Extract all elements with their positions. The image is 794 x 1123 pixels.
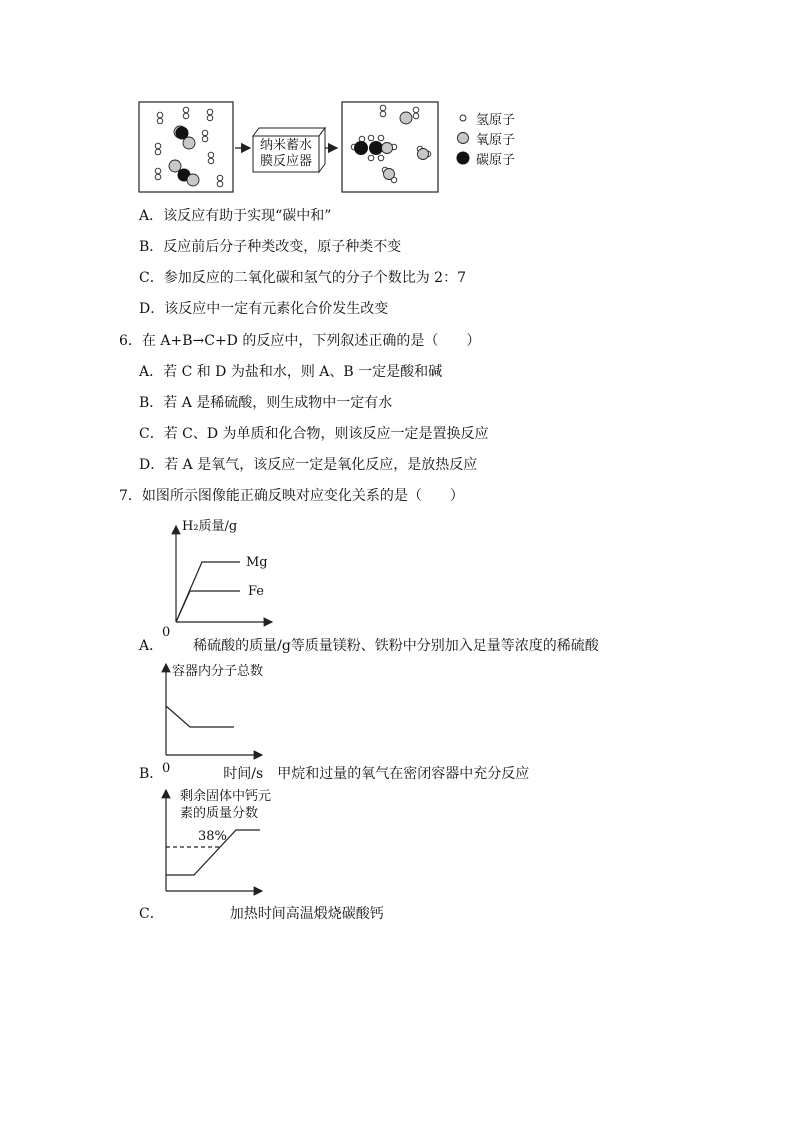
hydrogen-legend-icon (460, 115, 466, 121)
graph-a-ylabel: H₂质量/g (182, 519, 238, 534)
q5-option-b[interactable]: B．反应前后分子种类改变，原子种类不变 (139, 239, 402, 255)
graph-c-mark: 38% (198, 829, 227, 844)
graph-a (176, 526, 272, 622)
graph-c-ylabel: 剩余固体中钙元 素的质量分数 (180, 789, 272, 821)
legend-hydrogen-label: 氢原子 (476, 113, 516, 128)
graph-b-ylabel: 容器内分子总数 (172, 664, 264, 679)
q7-option-c[interactable]: C． 加热时间高温煅烧碳酸钙 (139, 906, 384, 922)
q7-option-b[interactable]: B． 时间/s 甲烷和过量的氧气在密闭容器中充分反应 (139, 766, 530, 782)
graph-a-series-mg: Mg (246, 555, 268, 570)
graph-c-caption: 高温煅烧碳酸钙 (285, 906, 384, 922)
q7-stem: 7．如图所示图像能正确反映对应变化关系的是（ ） (119, 488, 464, 504)
q7-option-a[interactable]: A． 稀硫酸的质量/g等质量镁粉、铁粉中分别加入足量等浓度的稀硫酸 (139, 638, 599, 654)
graph-a-caption: 等质量镁粉、铁粉中分别加入足量等浓度的稀硫酸 (290, 638, 599, 654)
graph-a-origin: 0 (162, 625, 171, 640)
graph-a-series-fe: Fe (248, 584, 265, 599)
q5-option-c[interactable]: C．参加反应的二氧化碳和氢气的分子个数比为 2：7 (139, 270, 466, 286)
graph-b-origin: 0 (162, 761, 171, 776)
graph-a-xlabel: 稀硫酸的质量/g (193, 638, 291, 654)
graph-c-xlabel: 加热时间 (229, 906, 286, 922)
legend-oxygen-label: 氧原子 (476, 133, 516, 148)
q6-option-a[interactable]: A．若 C 和 D 为盐和水，则 A、B 一定是酸和碱 (139, 364, 443, 380)
q6-option-d[interactable]: D．若 A 是氧气，该反应一定是氧化反应，是放热反应 (139, 457, 478, 473)
q6-option-b[interactable]: B．若 A 是稀硫酸，则生成物中一定有水 (139, 395, 393, 411)
mg-curve (176, 562, 240, 622)
graph-b-xlabel: 时间/s (223, 766, 264, 782)
fe-curve (176, 591, 240, 622)
molecule-count-curve (166, 706, 234, 727)
reactor-label: 纳米蓄水 膜反应器 (259, 138, 312, 169)
carbon-legend-icon (457, 152, 470, 165)
q5-option-d[interactable]: D．该反应中一定有元素化合价发生改变 (139, 301, 389, 317)
q6-option-c[interactable]: C．若 C、D 为单质和化合物，则该反应一定是置换反应 (139, 426, 489, 442)
oxygen-legend-icon (458, 133, 469, 144)
graph-b-caption: 甲烷和过量的氧气在密闭容器中充分反应 (277, 766, 530, 782)
legend-carbon-label: 碳原子 (476, 153, 516, 168)
q6-stem: 6．在 A+B→C+D 的反应中，下列叙述正确的是（ ） (119, 333, 481, 349)
q5-option-a[interactable]: A．该反应有助于实现“碳中和” (139, 208, 332, 224)
